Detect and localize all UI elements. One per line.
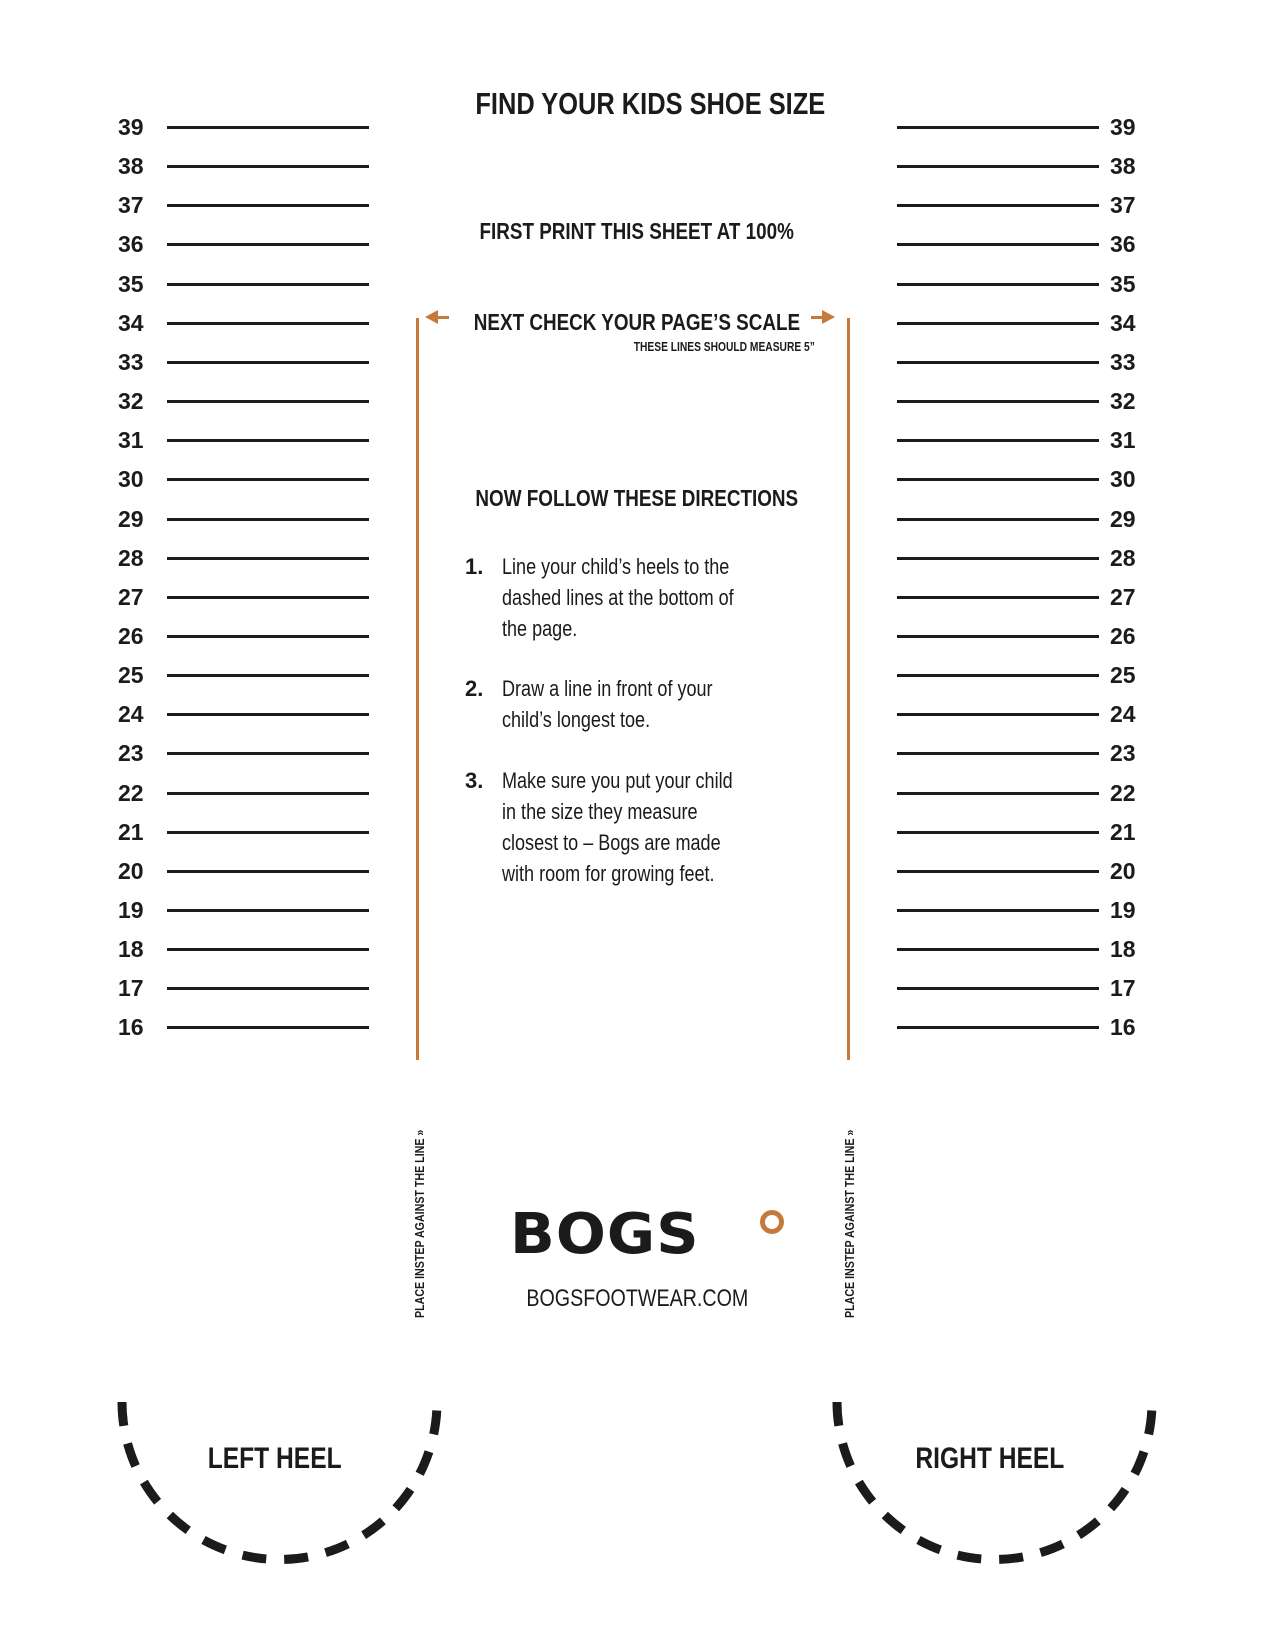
right-size-number: 27 [1110,584,1136,610]
right-size-line [897,909,1099,912]
step-text: Make sure you put your child in the size they measure closest to – Bogs are made with room for growing feet. [502,768,733,886]
left-size-number: 16 [118,1014,144,1040]
step-text: Draw a line in front of your child’s longest toe. [502,676,713,732]
left-size-line [167,831,369,834]
left-size-number: 26 [118,623,144,649]
right-size-line [897,596,1099,599]
right-size-number: 16 [1110,1014,1136,1040]
right-size-line [897,870,1099,873]
left-size-number: 31 [118,427,144,453]
right-size-number: 26 [1110,623,1136,649]
left-size-line [167,204,369,207]
print-instruction: FIRST PRINT THIS SHEET AT 100% [479,218,795,244]
right-heel-label: RIGHT HEEL [915,1442,1065,1475]
left-size-number: 37 [118,192,144,218]
right-size-number: 33 [1110,349,1136,375]
right-size-line [897,518,1099,521]
left-size-line [167,518,369,521]
left-size-line [167,400,369,403]
right-size-line [897,478,1099,481]
scale-subtext: THESE LINES SHOULD MEASURE 5” [633,340,815,354]
left-size-number: 36 [118,231,144,257]
right-size-line [897,557,1099,560]
left-size-number: 34 [118,310,144,336]
direction-step-3 [465,765,825,895]
step-number: 2. [465,676,484,701]
right-size-number: 24 [1110,701,1136,727]
right-size-number: 36 [1110,231,1136,257]
left-size-number: 20 [118,858,144,884]
left-size-number: 24 [118,701,144,727]
right-size-line [897,635,1099,638]
left-size-number: 33 [118,349,144,375]
left-size-number: 29 [118,506,144,532]
left-size-number: 18 [118,936,144,962]
left-size-line [167,752,369,755]
right-size-number: 18 [1110,936,1136,962]
step-number: 1. [465,554,484,579]
left-scale-line [416,318,419,1060]
left-size-number: 30 [118,466,144,492]
left-size-number: 21 [118,819,144,845]
right-size-number: 34 [1110,310,1136,336]
step-text: Line your child’s heels to the dashed lines at the bottom of the page. [502,554,734,641]
right-size-number: 35 [1110,271,1136,297]
right-instep-label: PLACE INSTEP AGAINST THE LINE » [842,1129,857,1318]
right-size-line [897,243,1099,246]
right-size-line [897,831,1099,834]
left-size-number: 23 [118,740,144,766]
left-size-line [167,596,369,599]
right-size-number: 25 [1110,662,1136,688]
website-url: BOGSFOOTWEAR.COM [526,1285,748,1312]
right-size-number: 30 [1110,466,1136,492]
page-title: FIND YOUR KIDS SHOE SIZE [475,86,826,121]
left-size-number: 35 [118,271,144,297]
left-size-number: 25 [118,662,144,688]
right-size-line [897,204,1099,207]
right-size-number: 21 [1110,819,1136,845]
right-size-line [897,322,1099,325]
left-size-number: 22 [118,780,144,806]
right-size-line [897,713,1099,716]
left-size-line [167,322,369,325]
right-heel-dashed-arc [837,1402,1152,1560]
bogs-logo: BOGS [510,1202,700,1267]
right-size-line [897,987,1099,990]
left-size-line [167,674,369,677]
left-size-line [167,870,369,873]
right-size-number: 37 [1110,192,1136,218]
left-size-line [167,987,369,990]
left-size-line [167,165,369,168]
left-size-number: 19 [118,897,144,923]
right-size-line [897,948,1099,951]
right-size-line [897,792,1099,795]
right-size-number: 39 [1110,114,1136,140]
right-size-line [897,165,1099,168]
directions-heading: NOW FOLLOW THESE DIRECTIONS [475,485,799,511]
right-size-number: 22 [1110,780,1136,806]
direction-step-1 [465,551,825,651]
left-size-line [167,283,369,286]
right-size-line [897,283,1099,286]
logo-degree-icon [760,1210,784,1234]
left-size-number: 17 [118,975,144,1001]
left-heel-label: LEFT HEEL [208,1442,342,1475]
right-size-line [897,752,1099,755]
left-instep-label: PLACE INSTEP AGAINST THE LINE » [412,1129,427,1318]
scale-heading: NEXT CHECK YOUR PAGE’S SCALE [473,309,801,335]
right-size-number: 20 [1110,858,1136,884]
right-size-number: 19 [1110,897,1136,923]
right-size-number: 28 [1110,545,1136,571]
step-number: 3. [465,768,484,793]
direction-step-2 [465,673,825,743]
left-size-number: 38 [118,153,144,179]
left-size-line [167,713,369,716]
left-size-line [167,557,369,560]
left-size-line [167,439,369,442]
right-size-line [897,126,1099,129]
left-size-line [167,792,369,795]
right-heel-guide [815,1390,1175,1580]
left-size-line [167,126,369,129]
left-size-line [167,909,369,912]
right-size-number: 29 [1110,506,1136,532]
left-size-line [167,635,369,638]
left-size-line [167,361,369,364]
left-size-line [167,478,369,481]
left-size-number: 28 [118,545,144,571]
right-size-line [897,439,1099,442]
left-size-line [167,243,369,246]
right-size-number: 32 [1110,388,1136,414]
left-size-line [167,948,369,951]
right-size-number: 31 [1110,427,1136,453]
left-size-number: 27 [118,584,144,610]
right-size-number: 23 [1110,740,1136,766]
left-heel-dashed-arc [122,1402,437,1560]
right-size-line [897,1026,1099,1029]
right-size-line [897,674,1099,677]
right-size-line [897,361,1099,364]
left-size-number: 32 [118,388,144,414]
left-size-number: 39 [118,114,144,140]
right-size-line [897,400,1099,403]
left-heel-guide [100,1390,460,1580]
right-size-number: 38 [1110,153,1136,179]
right-size-number: 17 [1110,975,1136,1001]
left-size-line [167,1026,369,1029]
